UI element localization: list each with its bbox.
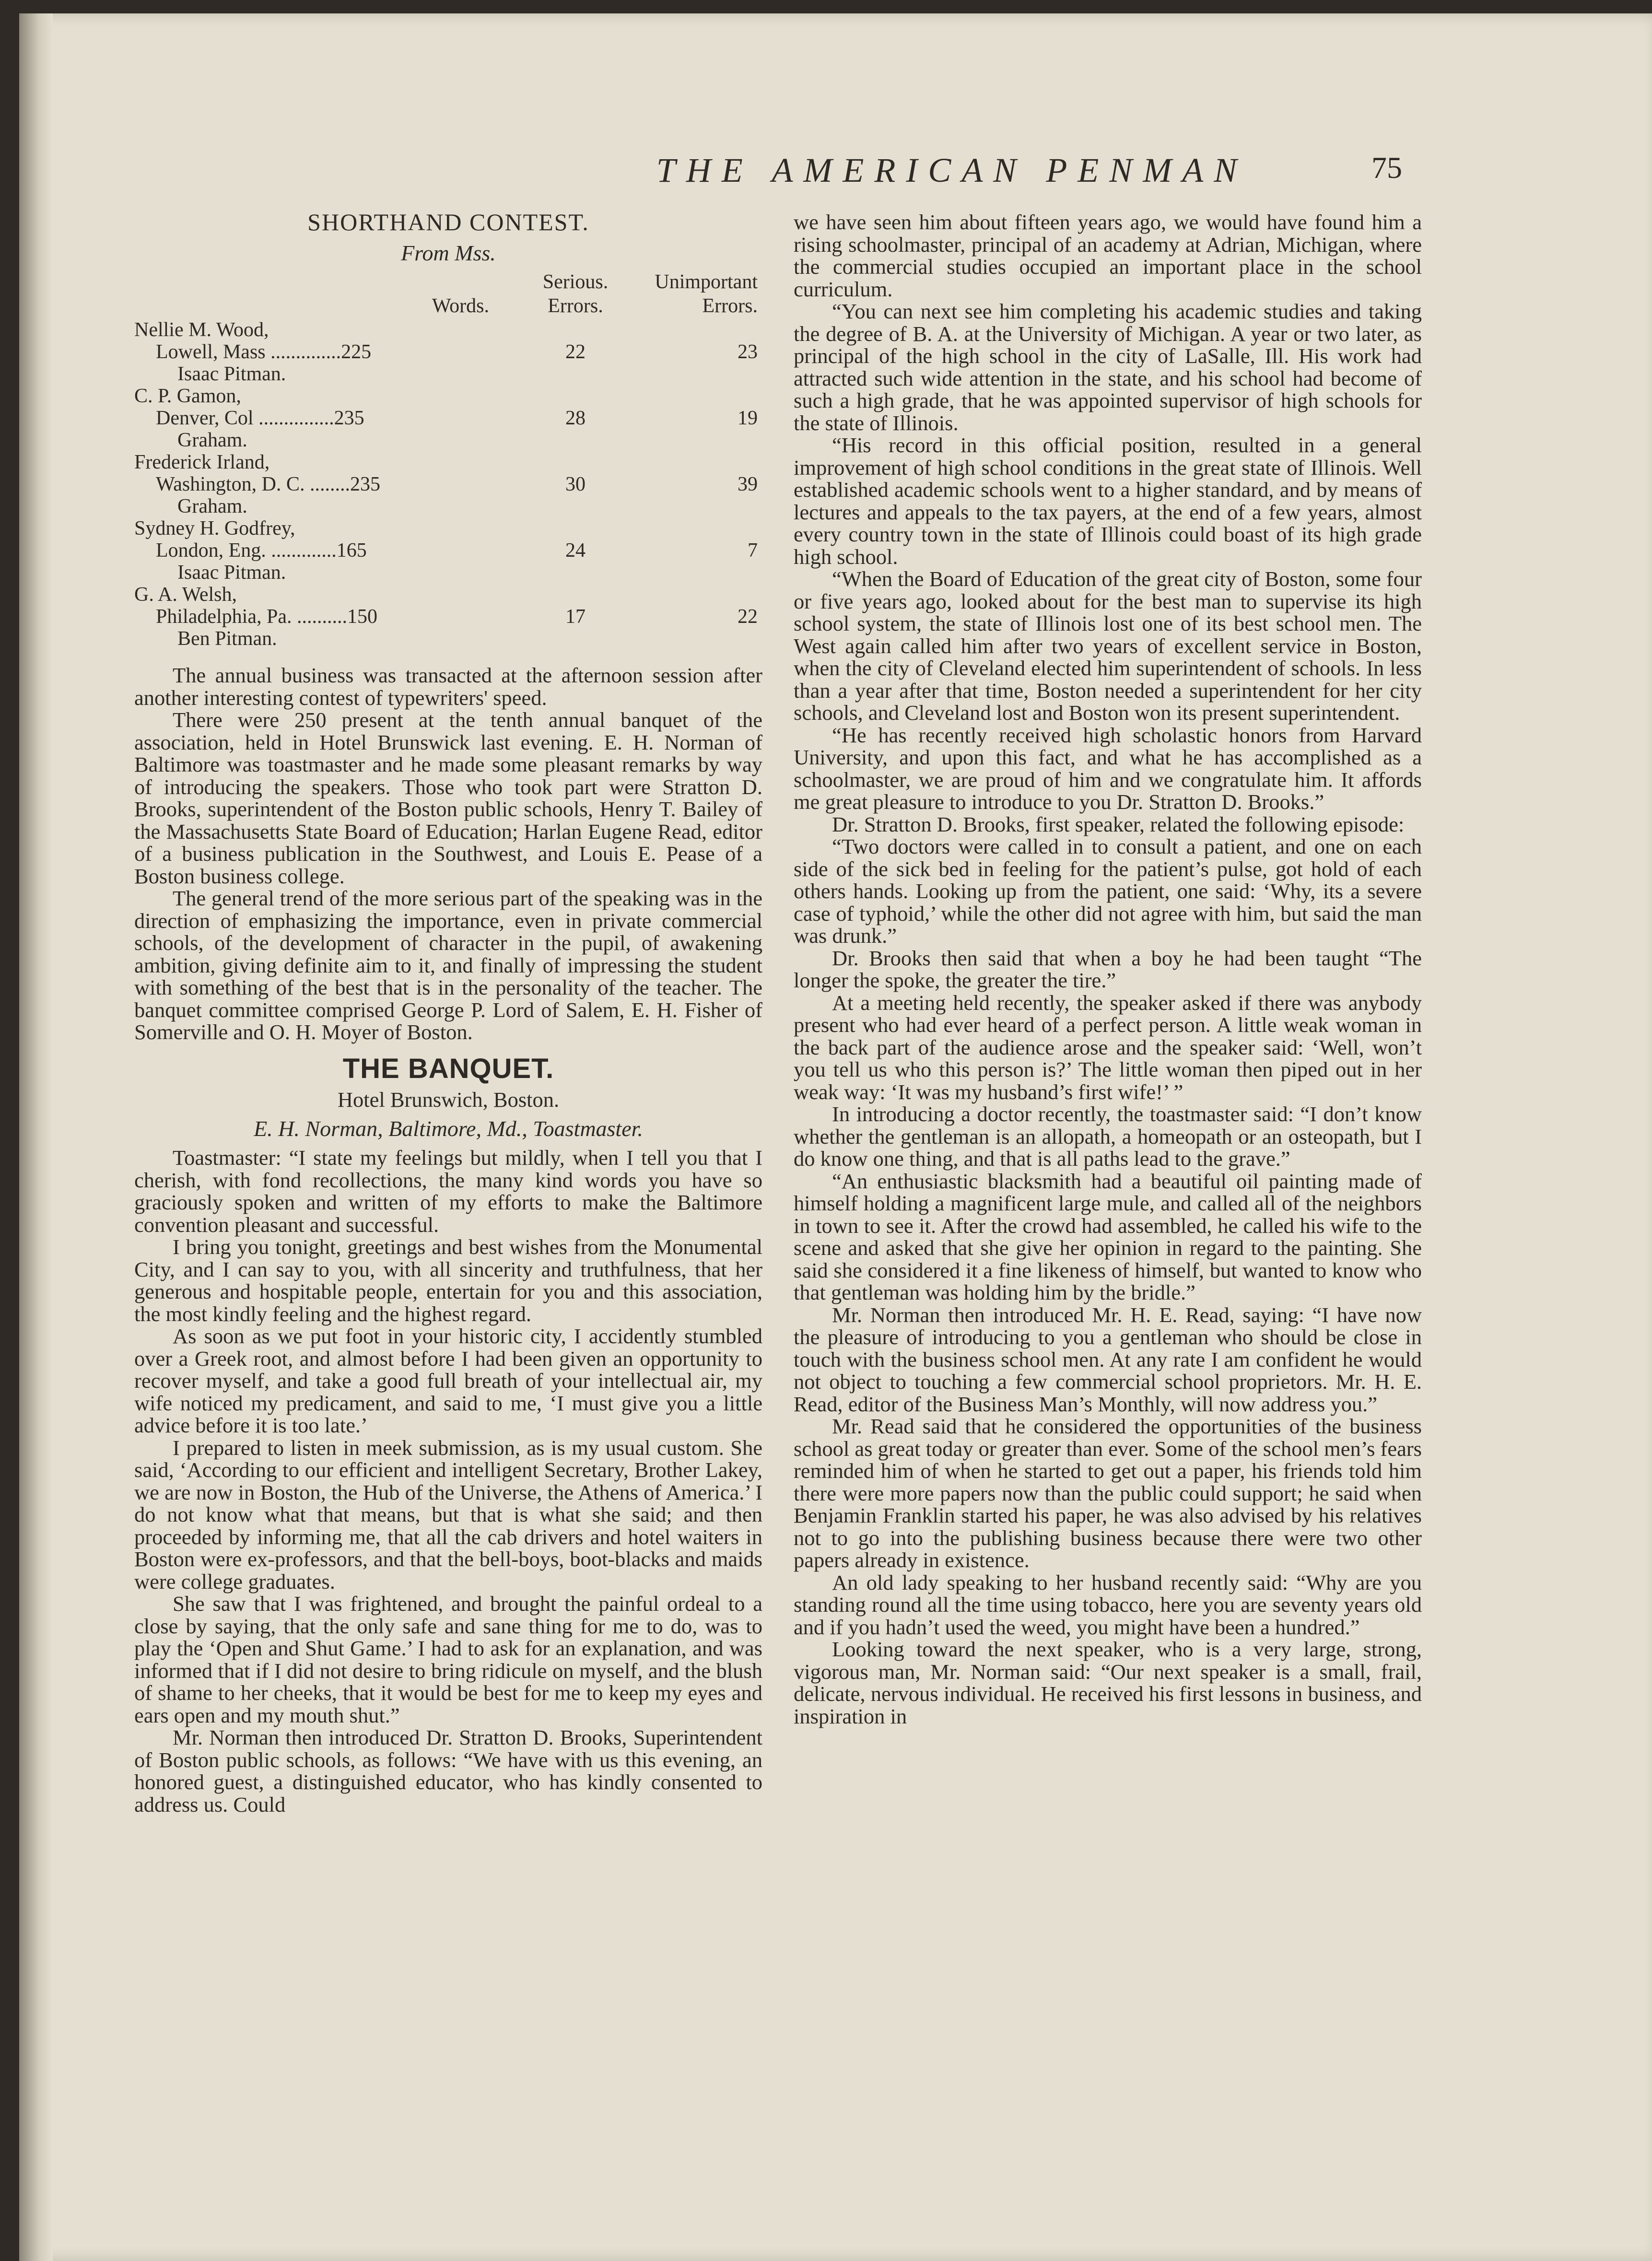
contest-table [134,271,762,650]
shorthand-system: Graham. [177,495,247,517]
contest-rows [134,319,762,650]
paragraph: “His record in this official position, resulted in a general improvement of high school conditions in the great state of Illinois. Well established academic schools went to a higher standard, and by means of lectures and appeals to the tax payers, at the end of a few years, almost every country town in the state of Illinois could boast of its high grade high school. [794,433,1422,569]
contestant-place: London, Eng. .............165 [156,539,367,562]
paragraph: The annual business was transacted at the afternoon session after another interesting contest of typewriters' speed. [134,663,762,710]
col-serious-top: Serious. [542,271,609,293]
paragraph: I prepared to listen in meek submission, as is my usual custom. She said, ‘According to our efficient and intelligent Secretary, Brother Lakey, we are now in Boston, the Hub of the Universe, the Athens of America.’ I do not know what that means, but that is what she said; and then proceeded by informing me, that all the cab drivers and hotel waiters in Boston were ex-professors, and that the bell-boys, boot-blacks and maids were college graduates. [134,1435,762,1593]
contest-heading: SHORTHAND CONTEST. [307,211,589,235]
contestant-name: Frederick Irland, [134,451,270,473]
col-unimportant-top: Unimportant [655,271,758,293]
contest-subheading: From Mss. [401,240,496,265]
unimportant-errors: 39 [738,473,758,495]
paragraph: “Two doctors were called in to consult a patient, and one on each side of the sick bed in feeling for the patient’s pulse, got hold of each others hands. Looking up from the patient, one said: ‘Why, its a severe case of typhoid,’ while the other did not agree with him, but said the man was drunk.” [794,834,1422,948]
shorthand-system: Graham. [177,429,247,451]
banquet-heading: THE BANQUET. [342,1053,554,1084]
shorthand-system: Isaac Pitman. [177,363,286,385]
serious-errors: 24 [565,539,586,562]
contestant-place: Lowell, Mass ..............225 [156,341,372,363]
paragraph: An old lady speaking to her husband recently said: “Why are you standing round all the time using tobacco, here you are seventy years old and if you hadn’t used the weed, you might have been a hundred.” [794,1570,1422,1639]
paragraph: The general trend of the more serious part of the speaking was in the direction of emphasizing the importance, even in private commercial schools, of the development of character in the pupil, of awakening ambition, giving definite aim to it, and finally of impressing the student with something of the best that is in the personality of the teacher. The banquet committee comprised George P. Lord of Salem, E. H. Fisher of Somerville and O. H. Moyer of Boston. [134,886,762,1044]
shorthand-system: Ben Pitman. [177,628,277,650]
contestant-place: Philadelphia, Pa. ..........150 [156,606,377,628]
paragraph: At a meeting held recently, the speaker asked if there was anybody present who had ever heard of a perfect person. A little weak woman in the back part of the audience arose and the speaker said: ‘Well, won’t you tell us who this person is?’ The little woman then piped out in her weak way: ‘It was my husband’s first wife!’ ” [794,990,1422,1104]
unimportant-errors: 19 [738,407,758,429]
contestant-name: Sydney H. Godfrey, [134,517,295,539]
banquet-toastmaster: E. H. Norman, Baltimore, Md., Toastmaster. [254,1116,643,1141]
paragraph: “When the Board of Education of the great city of Boston, some four or five years ago, looked about for the best man to supervise its high school system, the state of Illinois lost one of its best school men. The West again called him after two years of excellent service in Boston, when the city of Cleveland elected him superintendent of schools. In less than a year after that time, Boston needed a superintendent for her city schools, and Cleveland lost and Boston won its present superintendent. [794,567,1422,725]
shorthand-system: Isaac Pitman. [177,562,286,584]
contest-row [134,341,762,363]
contestant-name: Nellie M. Wood, [134,319,269,341]
paragraph: Dr. Stratton D. Brooks, first speaker, related the following episode: [832,812,1405,836]
col-words: Words. [432,295,489,317]
col-serious: Errors. [548,295,603,317]
paragraph: In introducing a doctor recently, the toastmaster said: “I don’t know whether the gentleman is an allopath, a homeopath or an osteopath, but I do know one thing, and that is all paths lead to the grave.” [794,1102,1422,1171]
unimportant-errors: 22 [738,606,758,628]
paragraph: Toastmaster: “I state my feelings but mildly, when I tell you that I cherish, with fond recollections, the many kind words you have so graciously spoken and written of my efforts to make the Baltimore convention pleasant and successful. [134,1146,762,1237]
unimportant-errors: 7 [748,539,758,562]
right-paragraphs [794,211,1422,1727]
paragraph: we have seen him about fifteen years ago, we would have found him a rising schoolmaster, principal of an academy at Adrian, Michigan, where the commercial studies occupied an important place in the school curriculum. [794,211,1422,301]
contestant-place: Denver, Col ...............235 [156,407,364,429]
contest-table-header-top [134,271,762,293]
serious-errors: 30 [565,473,586,495]
contest-row [134,473,762,495]
paragraph: Mr. Read said that he considered the opportunities of the business school as great today or greater than ever. Some of the school men’s fears reminded him of when he started to get out a paper, his friends told him there were more papers now than the public could support; he said when Benjamin Franklin started his paper, he was also advised by his relatives not to go into the publishing business because there were two other papers already in existence. [794,1414,1422,1572]
contest-row [134,407,762,429]
paragraph: Looking toward the next speaker, who is a very large, strong, vigorous man, Mr. Norman said: “Our next speaker is a small, frail, delicate, nervous individual. He received his first lessons in business, and inspiration in [794,1637,1422,1728]
page-number: 75 [1371,151,1402,185]
unimportant-errors: 23 [738,341,758,363]
paragraph: Dr. Brooks then said that when a boy he had been taught “The longer the spoke, the greater the tire.” [794,946,1422,992]
col-unimportant: Errors. [702,295,758,317]
contestant-name: G. A. Welsh, [134,584,237,606]
page-spine-shadow [19,13,53,2261]
paragraph: I bring you tonight, greetings and best wishes from the Monumental City, and I can say to you, with all sincerity and truthfulness, that her generous and hospitable people, entertain for you and this association, the most kindly feeling and the highest regard. [134,1235,762,1326]
contestant-place: Washington, D. C. ........235 [156,473,380,495]
paragraph: “He has recently received high scholastic honors from Harvard University, and upon this fact, and what he has accomplished as a schoolmaster, we are proud of him and we congratulate him. It affords me great pleasure to introduce to you Dr. Stratton D. Brooks.” [794,723,1422,814]
paragraph: There were 250 present at the tenth annual banquet of the association, held in Hotel Brunswick last evening. E. H. Norman of Baltimore was toastmaster and he made some pleasant remarks by way of introducing the speakers. Those who took part were Stratton D. Brooks, superintendent of the Boston public schools, Henry T. Bailey of the Massachusetts State Board of Education; Harlan Eugene Read, editor of a business publication in the Southwest, and Louis E. Pease of a Boston business college. [134,708,762,888]
contest-table-header [134,295,762,317]
contest-row [134,606,762,628]
paragraph: Mr. Norman then introduced Mr. H. E. Read, saying: “I have now the pleasure of introducing to you a gentleman who should be close in touch with the business school men. At any rate I am confident he would not object to touching a few commercial school proprietors. Mr. H. E. Read, editor of the Business Man’s Monthly, will now address you.” [794,1302,1422,1416]
left-column [134,211,762,2201]
paragraph: “You can next see him completing his academic studies and taking the degree of B. A. at the University of Michigan. A year or two later, as principal of the high school in the city of LaSalle, Ill. His work had attracted such wide attention in the state, and his school had become of such a high grade, that he was appointed supervisor of high schools for the state of Illinois. [794,299,1422,435]
banquet-paragraphs [134,1147,762,1816]
report-paragraphs [134,664,762,1043]
paragraph: As soon as we put foot in your historic city, I accidently stumbled over a Greek root, and almost before I had been given an opportunity to recover myself, and take a good full breath of your intellectual air, my wife noticed my predicament, and said to me, ‘I must give you a little advice before it is too late.’ [134,1324,762,1437]
right-column [794,211,1422,2201]
paragraph: Mr. Norman then introduced Dr. Stratton D. Brooks, Superintendent of Boston public schools, as follows: “We have with us this evening, an honored guest, a distinguished educator, who has kindly consented to address us. Could [134,1725,762,1816]
banquet-location: Hotel Brunswich, Boston. [337,1088,560,1112]
serious-errors: 22 [565,341,586,363]
contestant-name: C. P. Gamon, [134,385,241,407]
contest-row [134,539,762,562]
running-header: THE AMERICAN PENMAN [656,151,1248,189]
serious-errors: 28 [565,407,586,429]
paragraph: “An enthusiastic blacksmith had a beautiful oil painting made of himself holding a magnificent large mule, and called all of the neighbors in town to see it. After the crowd had assembled, he called his wife to the scene and asked that she give her opinion in regard to the painting. She said she considered it a fine likeness of himself, but wanted to know who that gentleman was holding him by the bridle.” [794,1169,1422,1304]
paragraph: She saw that I was frightened, and brought the painful ordeal to a close by saying, that the only safe and sane thing for me to do, was to play the ‘Open and Shut Game.’ I had to ask for an explanation, and was informed that if I did not desire to bring ridicule on myself, and the blush of shame to her cheeks, that it would be best for me to keep my eyes and ears open and my mouth shut.” [134,1592,762,1727]
serious-errors: 17 [565,606,586,628]
